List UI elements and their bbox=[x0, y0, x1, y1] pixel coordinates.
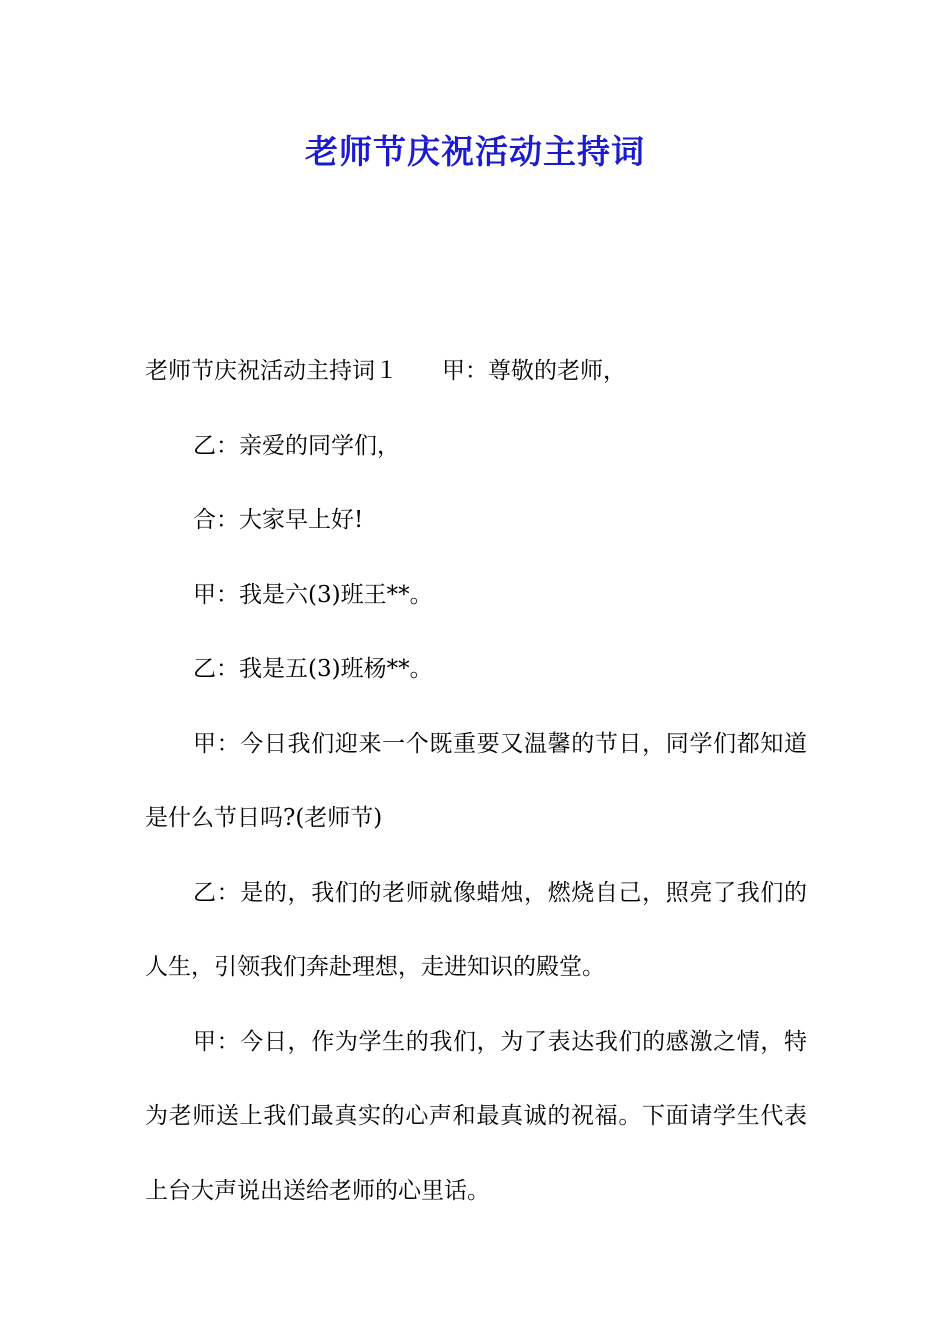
paragraph: 乙：是的，我们的老师就像蜡烛，燃烧自己，照亮了我们的人生，引领我们奔赴理想，走进知识的殿堂。 bbox=[145, 879, 807, 980]
paragraph: 甲：今日我们迎来一个既重要又温馨的节日，同学们都知道是什么节日吗?(老师节) bbox=[145, 730, 807, 831]
paragraph: 合：大家早上好! bbox=[193, 507, 364, 533]
paragraph: 甲：今日，作为学生的我们，为了表达我们的感激之情，特为老师送上我们最真实的心声和最真诚的祝福。下面请学生代表上台大声说出送给老师的心里话。 bbox=[145, 1028, 807, 1204]
paragraph: 甲：我是六(3)班王**。 bbox=[193, 581, 433, 608]
paragraph: 乙：我是五(3)班杨**。 bbox=[193, 656, 433, 682]
document-title: 老师节庆祝活动主持词 bbox=[305, 132, 645, 171]
paragraph-first bbox=[145, 334, 807, 409]
paragraph: 乙：亲爱的同学们， bbox=[193, 432, 400, 459]
first-line-text: 甲：尊敬的老师， bbox=[442, 358, 626, 384]
section-heading: 老师节庆祝活动主持词１ bbox=[145, 358, 398, 384]
document-body bbox=[145, 334, 807, 1228]
